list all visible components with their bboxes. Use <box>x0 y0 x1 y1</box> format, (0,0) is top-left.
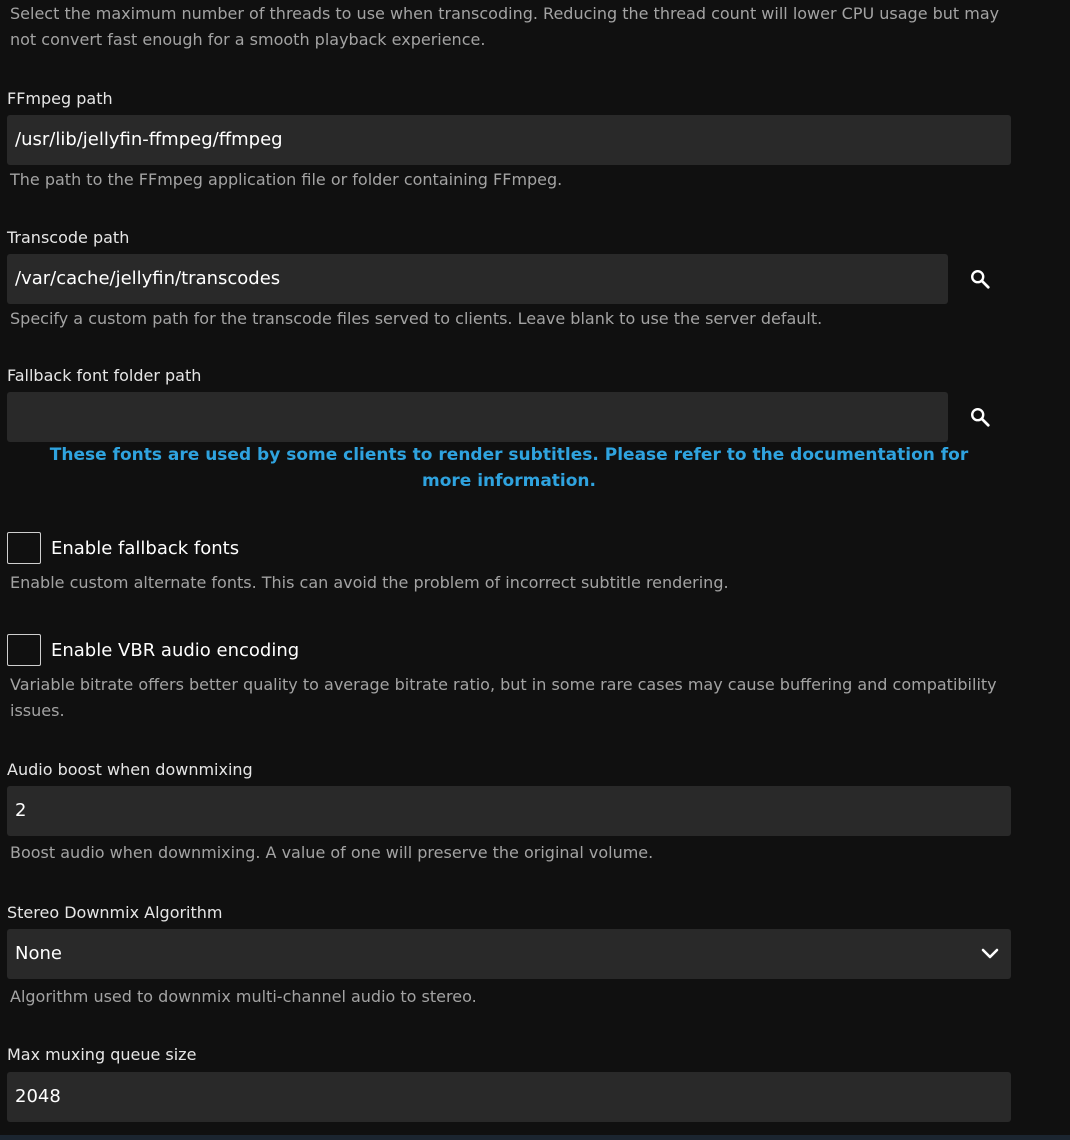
downmix-algorithm-value[interactable]: None <box>7 929 1011 979</box>
enable-fallback-fonts-label[interactable]: Enable fallback fonts <box>51 537 240 559</box>
downmix-algorithm-help: Algorithm used to downmix multi-channel audio to stereo. <box>10 987 477 1006</box>
audio-boost-label: Audio boost when downmixing <box>7 760 253 779</box>
threads-help-text: Select the maximum number of threads to use when transcoding. Reducing the thread count will lower CPU usage but may not convert fast enough for a smooth playback experience. <box>10 4 1000 49</box>
fallback-font-path-input[interactable] <box>7 392 948 442</box>
enable-fallback-fonts-row[interactable] <box>7 532 1011 564</box>
fallback-font-path-label: Fallback font folder path <box>7 366 202 385</box>
fallback-font-path-row <box>7 392 1011 442</box>
fallback-font-browse-button[interactable] <box>948 392 1011 442</box>
muxing-queue-label: Max muxing queue size <box>7 1045 197 1064</box>
enable-fallback-fonts-checkbox[interactable] <box>7 532 41 564</box>
muxing-queue-input[interactable]: 2048 <box>7 1072 1011 1122</box>
search-icon <box>969 268 991 290</box>
enable-vbr-row[interactable] <box>7 634 1011 666</box>
enable-fallback-fonts-help: Enable custom alternate fonts. This can avoid the problem of incorrect subtitle rendering. <box>10 573 729 592</box>
transcode-path-label: Transcode path <box>7 228 130 247</box>
enable-vbr-checkbox[interactable] <box>7 634 41 666</box>
enable-vbr-label[interactable]: Enable VBR audio encoding <box>51 639 300 661</box>
audio-boost-help: Boost audio when downmixing. A value of one will preserve the original volume. <box>10 843 654 862</box>
transcode-path-row <box>7 254 1011 304</box>
downmix-algorithm-select[interactable] <box>7 929 1011 979</box>
fallback-font-notice: These fonts are used by some clients to render subtitles. Please refer to the documentation for more information. <box>49 445 969 491</box>
audio-boost-input[interactable]: 2 <box>7 786 1011 836</box>
search-icon <box>969 406 991 428</box>
chevron-down-icon <box>981 948 999 960</box>
transcode-path-help: Specify a custom path for the transcode files served to clients. Leave blank to use the server default. <box>10 309 823 328</box>
ffmpeg-path-label: FFmpeg path <box>7 89 113 108</box>
downmix-algorithm-label: Stereo Downmix Algorithm <box>7 903 223 922</box>
bottom-edge-bar <box>0 1135 1070 1140</box>
downmix-dropdown-toggle[interactable] <box>981 929 999 979</box>
ffmpeg-path-help: The path to the FFmpeg application file or folder containing FFmpeg. <box>10 170 563 189</box>
transcode-path-browse-button[interactable] <box>948 254 1011 304</box>
transcode-path-input[interactable]: /var/cache/jellyfin/transcodes <box>7 254 948 304</box>
enable-vbr-help: Variable bitrate offers better quality to average bitrate ratio, but in some rare cases may cause buffering and compatibility issues. <box>10 675 997 720</box>
ffmpeg-path-input[interactable]: /usr/lib/jellyfin-ffmpeg/ffmpeg <box>7 115 1011 165</box>
